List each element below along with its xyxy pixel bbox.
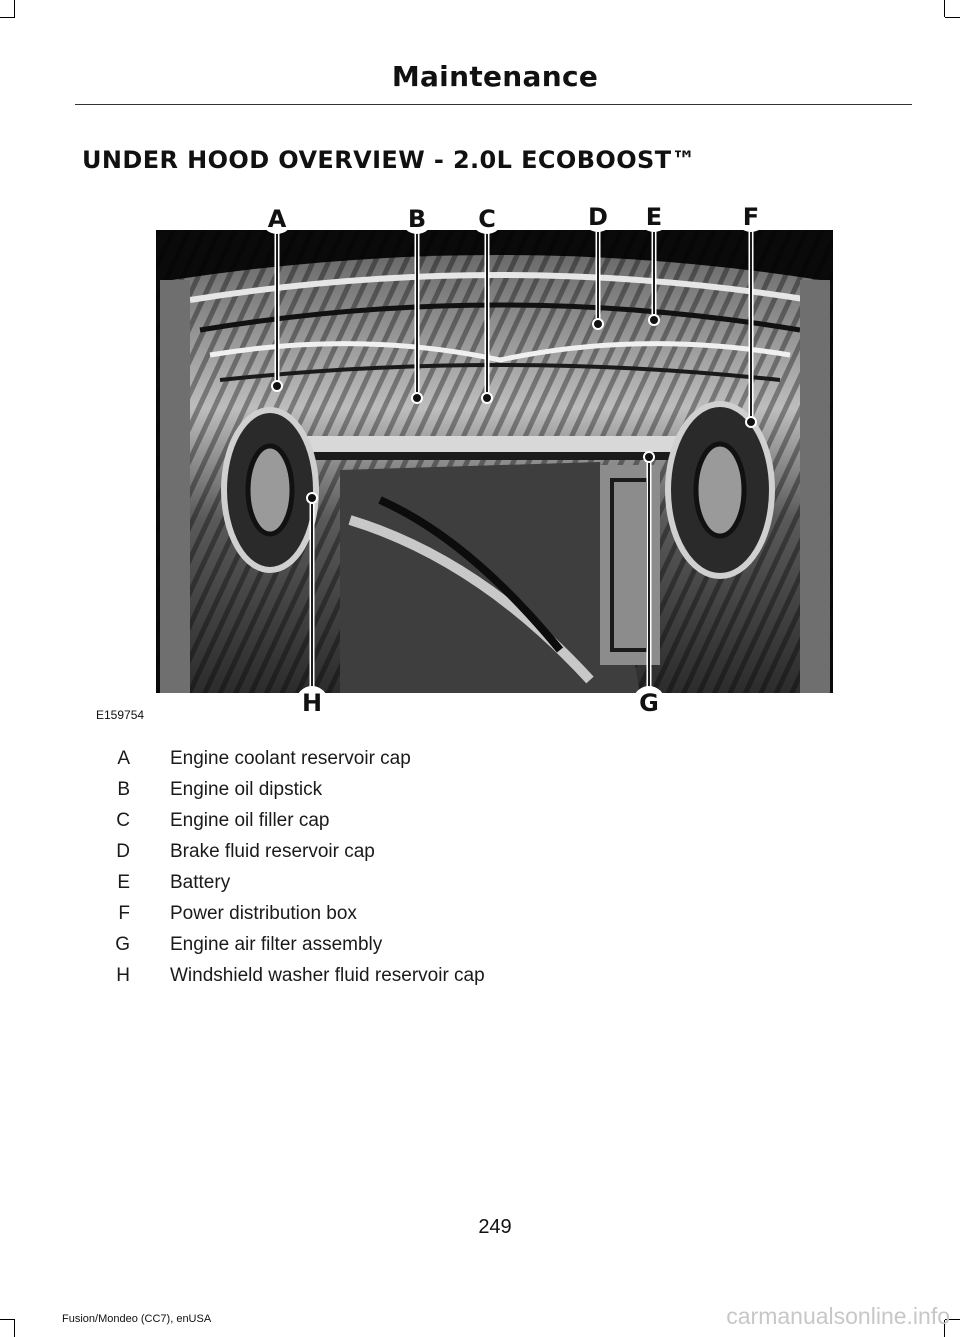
callout-h (296, 686, 328, 718)
legend-key: D (116, 841, 130, 862)
legend-key: G (115, 934, 130, 955)
callout-label: A (267, 205, 287, 233)
callout-b (401, 202, 433, 234)
legend-key: F (118, 903, 130, 924)
callout-e (638, 200, 670, 232)
legend-key: E (117, 872, 130, 893)
legend-description: Engine air filter assembly (170, 934, 383, 955)
legend-key: A (117, 748, 130, 769)
legend-description: Power distribution box (170, 903, 357, 924)
callout-c (471, 202, 503, 234)
callout-label: D (588, 203, 608, 231)
legend-description: Engine oil dipstick (170, 779, 323, 800)
document-footer: Fusion/Mondeo (CC7), enUSA (62, 1313, 212, 1325)
legend-description: Battery (170, 872, 231, 893)
legend-key: H (116, 965, 130, 986)
callout-label: F (742, 203, 760, 231)
callout-label: C (478, 205, 496, 233)
crop-mark (14, 1320, 15, 1337)
legend-description: Engine oil filler cap (170, 810, 330, 831)
legend-description: Windshield washer fluid reservoir cap (170, 965, 485, 986)
page-number: 249 (478, 1216, 512, 1238)
callout-d (582, 200, 614, 232)
callout-label: E (645, 203, 663, 231)
legend-description: Brake fluid reservoir cap (170, 841, 375, 862)
legend-key: B (117, 779, 130, 800)
callout-label: H (301, 689, 323, 717)
callout-label: B (407, 205, 427, 233)
legend-key: C (116, 810, 130, 831)
legend-description: Engine coolant reservoir cap (170, 748, 411, 769)
watermark: carmanualsonline.info (726, 1303, 950, 1329)
callout-f (735, 200, 767, 232)
figure-code: E159754 (96, 708, 145, 722)
callout-a (261, 202, 293, 234)
section-title: UNDER HOOD OVERVIEW - 2.0L ECOBOOST™ (82, 146, 696, 174)
crop-mark (0, 1319, 15, 1320)
page-header-title: Maintenance (391, 60, 599, 93)
callout-g (633, 686, 665, 718)
callout-label: G (639, 689, 659, 717)
